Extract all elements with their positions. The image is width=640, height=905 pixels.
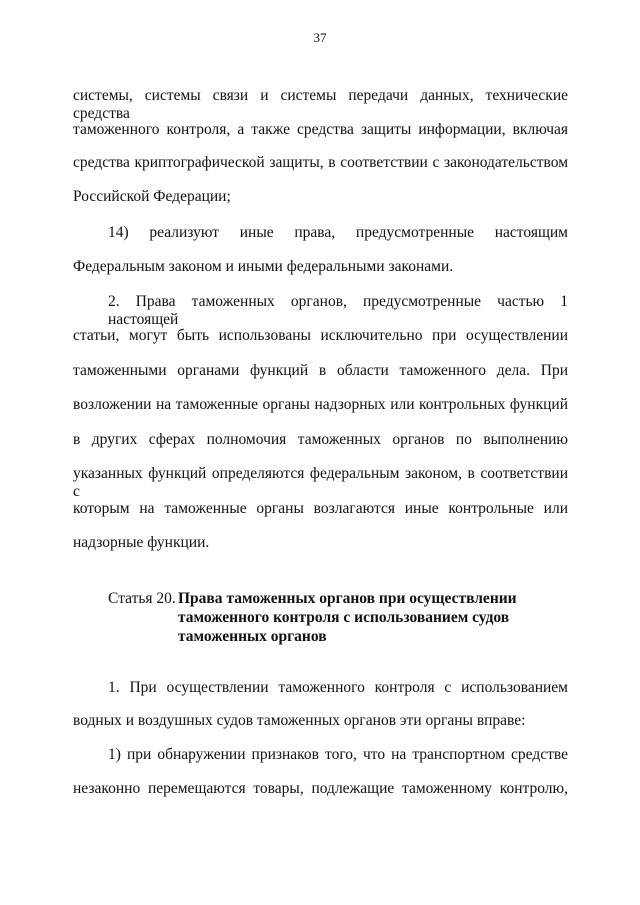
article-title-line: Права таможенных органов при осуществлении <box>178 590 517 607</box>
text-line: которым на таможенные органы возлагаются иные контрольные или <box>73 500 568 517</box>
text-line: указанных функций определяются федеральным законом, в соответствии с <box>73 465 568 500</box>
text-line: возложении на таможенные органы надзорных или контрольных функций <box>73 396 568 413</box>
text-line: 1. При осуществлении таможенного контроля с использованием <box>108 679 568 696</box>
text-line: Российской Федерации; <box>73 188 231 205</box>
article-title-line: таможенного контроля с использованием судов <box>178 609 510 626</box>
text-line: Федеральным законом и иными федеральными законами. <box>73 258 454 275</box>
text-line: статьи, могут быть использованы исключительно при осуществлении <box>73 327 568 344</box>
text-line: надзорные функции. <box>73 534 210 551</box>
text-line: 2. Права таможенных органов, предусмотренные частью 1 настоящей <box>108 293 568 328</box>
text-line: средства криптографической защиты, в соответствии с законодательством <box>73 154 568 171</box>
text-line: системы, системы связи и системы передачи данных, технические средства <box>73 87 568 122</box>
text-line: 14) реализуют иные права, предусмотренные настоящим <box>108 224 568 241</box>
text-line: таможенными органами функций в области таможенного дела. При <box>73 362 568 379</box>
text-line: водных и воздушных судов таможенных органов эти органы вправе: <box>73 712 526 729</box>
page-number: 37 <box>313 30 327 45</box>
article-title-line: таможенных органов <box>178 628 327 645</box>
text-line: таможенного контроля, а также средства защиты информации, включая <box>73 121 568 138</box>
article-label: Статья 20. <box>108 590 176 607</box>
text-line: незаконно перемещаются товары, подлежащие таможенному контролю, <box>73 780 568 797</box>
text-line: 1) при обнаружении признаков того, что на транспортном средстве <box>108 746 568 763</box>
text-line: в других сферах полномочия таможенных органов по выполнению <box>73 431 568 448</box>
